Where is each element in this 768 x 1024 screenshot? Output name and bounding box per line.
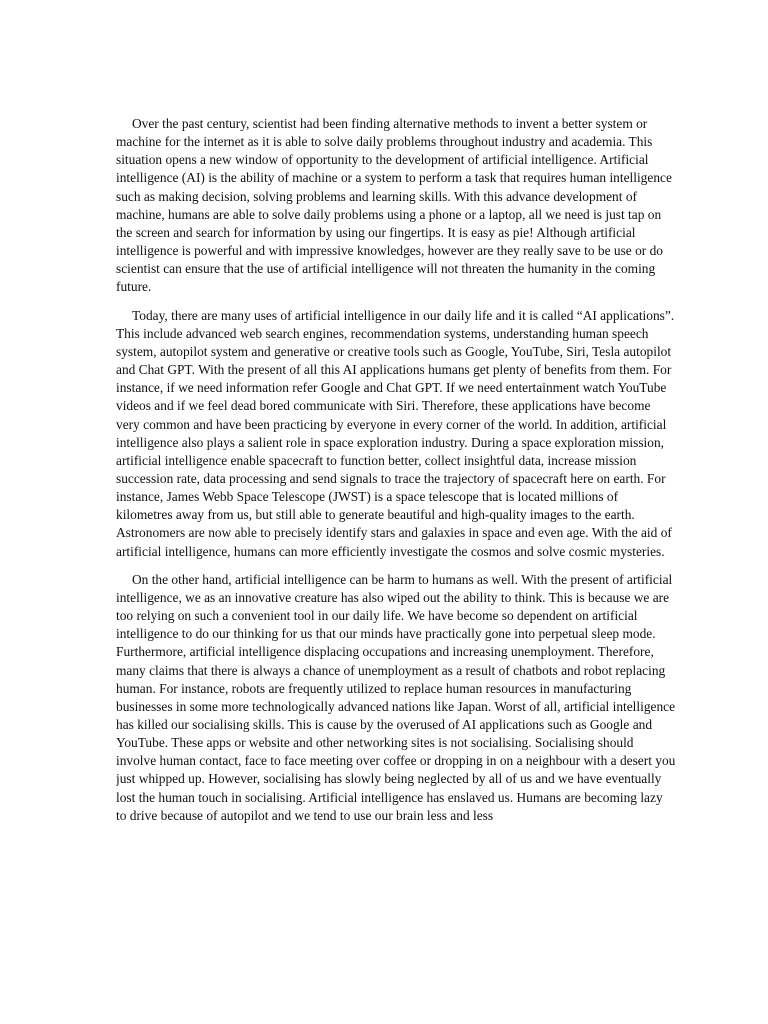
paragraph-ai-applications: Today, there are many uses of artificial intelligence in our daily life and it is called “AI applications”. This include advanced web search engines, recommendation systems, understanding human speech system, autopilot system and generative or creative tools such as Google, YouTube, Siri, Tesla autopilot and Chat GPT. With the present of all this AI applications humans get plenty of benefits from them. For instance, if we need information refer Google and Chat GPT. If we need entertainment watch YouTube videos and if we feel dead bored communicate with Siri. Therefore, these applications have become very common and have been practicing by everyone in every corner of the world. In addition, artificial intelligence also plays a salient role in space exploration industry. During a space exploration mission, artificial intelligence enable spacecraft to function better, collect insightful data, increase mission succession rate, data processing and send signals to trace the trajectory of spacecraft here on earth. For instance, James Webb Space Telescope (JWST) is a space telescope that is located millions of kilometres away from us, but still able to generate beautiful and high-quality images to the earth. Astronomers are now able to precisely identify stars and galaxies in space and even age. With the aid of artificial intelligence, humans can more efficiently investigate the cosmos and solve cosmic mysteries. bbox=[116, 307, 675, 559]
document-page bbox=[116, 115, 676, 1024]
paragraph-ai-harms: On the other hand, artificial intelligence can be harm to humans as well. With the present of artificial intelligence, we as an innovative creature has also wiped out the ability to think. This is because we are too relying on such a convenient tool in our daily life. We have become so dependent on artificial intelligence to do our thinking for us that our minds have practically gone into perpetual sleep mode. Furthermore, artificial intelligence displacing occupations and increasing unemployment. Therefore, many claims that there is always a chance of unemployment as a result of chatbots and robot replacing human. For instance, robots are frequently utilized to replace human resources in manufacturing businesses in some more technologically advanced nations like Japan. Worst of all, artificial intelligence has killed our socialising skills. This is cause by the overused of AI applications such as Google and YouTube. These apps or website and other networking sites is not socialising. Socialising should involve human contact, face to face meeting over coffee or dropping in on a neighbour with a desert you just whipped up. However, socialising has slowly being neglected by all of us and we have eventually lost the human touch in socialising. Artificial intelligence has enslaved us. Humans are becoming lazy to drive because of autopilot and we tend to use our brain less and less bbox=[116, 571, 676, 823]
paragraph-intro: Over the past century, scientist had been finding alternative methods to invent a better system or machine for the internet as it is able to solve daily problems throughout industry and academia. This situation opens a new window of opportunity to the development of artificial intelligence. Artificial intelligence (AI) is the ability of machine or a system to perform a task that requires human intelligence such as making decision, solving problems and learning skills. With this advance development of machine, humans are able to solve daily problems using a phone or a laptop, all we need is just tap on the screen and search for information by using our fingertips. It is easy as pie! Although artificial intelligence is powerful and with impressive knowledges, however are they really save to be use or do scientist can ensure that the use of artificial intelligence will not threaten the humanity in the coming future. bbox=[116, 116, 672, 295]
